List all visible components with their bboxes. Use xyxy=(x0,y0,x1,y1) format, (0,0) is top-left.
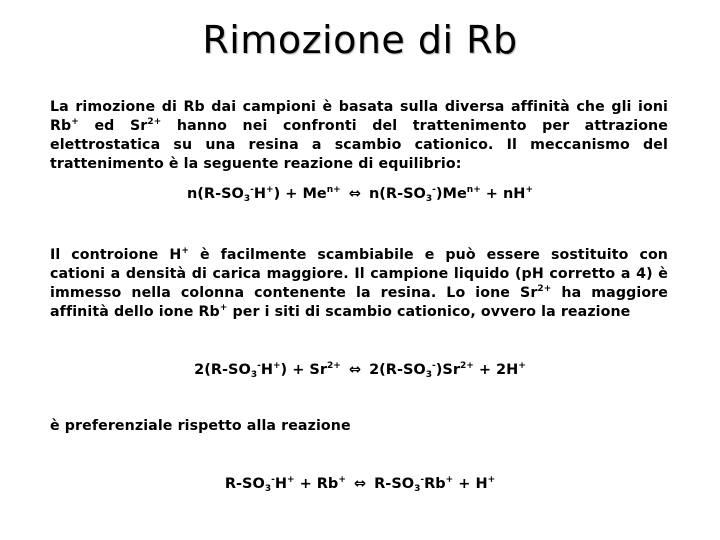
preference-paragraph: è preferenziale rispetto alla reazione xyxy=(50,418,351,434)
intro-paragraph: La rimozione di Rb dai campioni è basata sulla diversa affinità che gli ioni Rb+ ed $Sr^{2+}$ hanno nei confronti del trattenimento per attrazione elettrostatica su una resina a scambio cationico. Il meccanismo del trattenimento è la seguente reazione di equilibrio: xyxy=(50,99,668,172)
equilibrium-arrow-icon: ⇔ xyxy=(353,476,367,492)
equilibrium-equation: $n(R-SO_3^-H^+) + Me^{n+}$ ⇔ $n(R-SO_3^-)Me^{n+} + nH^+$ xyxy=(186,185,533,204)
equilibrium-arrow-icon: ⇔ xyxy=(348,186,361,202)
strontium-equation: $2(R-SO_3^-H^+) + Sr^{2+}$ ⇔ $2(R-SO_3^-)Sr^{2+} + 2H^+$ xyxy=(194,361,526,380)
slide-title: Rimozione di Rb xyxy=(202,18,518,62)
rubidium-equation: $R-SO_3^-H^+ + Rb^+$ ⇔ $R-SO_3^-Rb^+ + H^+$ xyxy=(224,475,496,494)
counterion-paragraph: Il controione H+ è facilmente scambiabile e può essere sostituito con cationi a densità di carica maggiore. Il campione liquido (pH corretto a 4) è immesso nella colonna contenente la resina. Lo ione $Sr^{2+}$ ha maggiore affinità dello ione Rb+ per i siti di scambio cationico, ovvero la reazione xyxy=(50,246,669,320)
equilibrium-arrow-icon: ⇔ xyxy=(348,362,362,378)
